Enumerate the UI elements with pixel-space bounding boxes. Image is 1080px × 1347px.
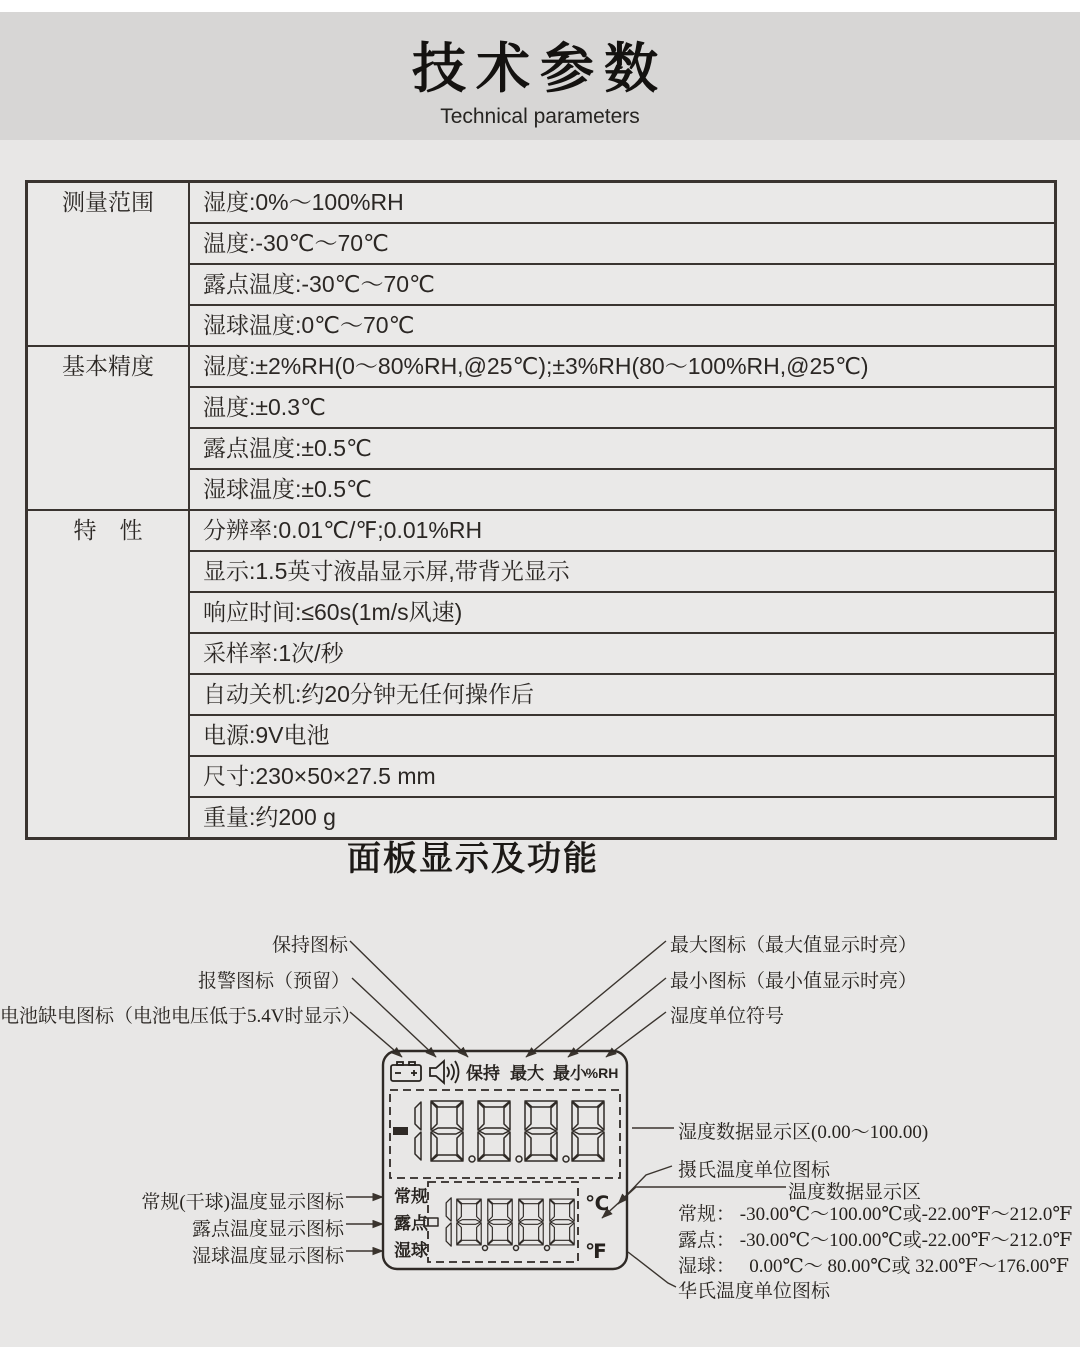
spec-value: 显示:1.5英寸液晶显示屏,带背光显示	[189, 551, 1056, 592]
label-range-dew: 露点： -30.00℃～100.00℃或-22.00℉～212.0℉	[678, 1230, 1073, 1251]
page-title: 技术参数	[412, 39, 668, 99]
lcd-normal-label: 常规	[394, 1187, 428, 1206]
spec-value: 响应时间:≤60s(1m/s风速)	[189, 592, 1056, 633]
spec-value: 湿球温度:±0.5℃	[189, 469, 1056, 510]
spec-value: 露点温度:±0.5℃	[189, 428, 1056, 469]
label-rh-unit: 湿度单位符号	[670, 1006, 785, 1027]
label-celsius-unit: 摄氏温度单位图标	[678, 1160, 831, 1181]
spec-value: 自动关机:约20分钟无任何操作后	[189, 674, 1056, 715]
alarm-speaker-icon	[430, 1061, 459, 1083]
page-subtitle: Technical parameters	[440, 105, 640, 128]
top-white-strip	[0, 0, 1080, 12]
fahrenheit-unit-icon: ℉	[585, 1241, 607, 1263]
group-label-accuracy: 基本精度	[27, 346, 190, 510]
lcd-outline	[383, 1051, 627, 1269]
panel-section-title: 面板显示及功能	[347, 840, 599, 878]
spec-value: 湿度:±2%RH(0～80%RH,@25℃);±3%RH(80～100%RH,@25℃)	[189, 346, 1056, 387]
lcd-rh-unit-label: %RH	[585, 1065, 619, 1081]
spec-value: 温度:-30℃～70℃	[189, 223, 1056, 264]
spec-value: 尺寸:230×50×27.5 mm	[189, 756, 1056, 797]
battery-low-icon	[391, 1062, 421, 1081]
table-row	[27, 346, 1056, 387]
spec-table-wrap	[25, 180, 1057, 840]
label-alarm-icon: 报警图标（预留）	[197, 971, 350, 992]
spec-table	[25, 180, 1057, 840]
spec-value: 温度:±0.3℃	[189, 387, 1056, 428]
label-range-normal: 常规： -30.00℃～100.00℃或-22.00℉～212.0℉	[678, 1204, 1073, 1225]
label-humidity-area: 湿度数据显示区(0.00～100.00)	[678, 1122, 929, 1143]
label-range-wet: 湿球： 0.00℃～ 80.00℃或 32.00℉～176.00℉	[678, 1256, 1070, 1277]
humidity-digits	[393, 1101, 604, 1162]
label-battery-icon: 电池缺电图标（电池电压低于5.4V时显示）	[0, 1006, 361, 1027]
temperature-digits	[424, 1198, 574, 1251]
spec-value: 电源:9V电池	[189, 715, 1056, 756]
lcd-wet-label: 湿球	[394, 1241, 428, 1260]
lcd-min-label: 最小	[553, 1064, 587, 1083]
lcd-max-label: 最大	[510, 1064, 544, 1083]
label-temp-area: 温度数据显示区	[788, 1182, 922, 1203]
label-fahrenheit-unit: 华氏温度单位图标	[678, 1281, 831, 1302]
temperature-display-area	[428, 1182, 578, 1262]
header	[0, 12, 1080, 140]
group-label-features: 特 性	[27, 510, 190, 839]
lcd-hold-label: 保持	[466, 1064, 500, 1083]
label-normal-channel: 常规(干球)温度显示图标	[141, 1192, 344, 1213]
spec-value: 湿球温度:0℃～70℃	[189, 305, 1056, 346]
spec-value: 采样率:1次/秒	[189, 633, 1056, 674]
lcd-dew-label: 露点	[394, 1214, 428, 1233]
celsius-unit-icon: ℃	[585, 1193, 610, 1215]
label-hold-icon: 保持图标	[271, 935, 348, 956]
group-label-range: 测量范围	[27, 182, 190, 347]
spec-value: 分辨率:0.01℃/℉;0.01%RH	[189, 510, 1056, 551]
label-dew-channel: 露点温度显示图标	[191, 1219, 344, 1240]
table-row	[27, 182, 1056, 224]
spec-value: 露点温度:-30℃～70℃	[189, 264, 1056, 305]
lcd-panel	[380, 1048, 630, 1272]
label-wet-channel: 湿球温度显示图标	[191, 1246, 344, 1267]
label-min-icon: 最小图标（最小值显示时亮）	[670, 971, 918, 992]
spec-value: 重量:约200 g	[189, 797, 1056, 839]
table-row	[27, 510, 1056, 551]
spec-value: 湿度:0%～100%RH	[189, 182, 1056, 224]
label-max-icon: 最大图标（最大值显示时亮）	[670, 935, 918, 956]
